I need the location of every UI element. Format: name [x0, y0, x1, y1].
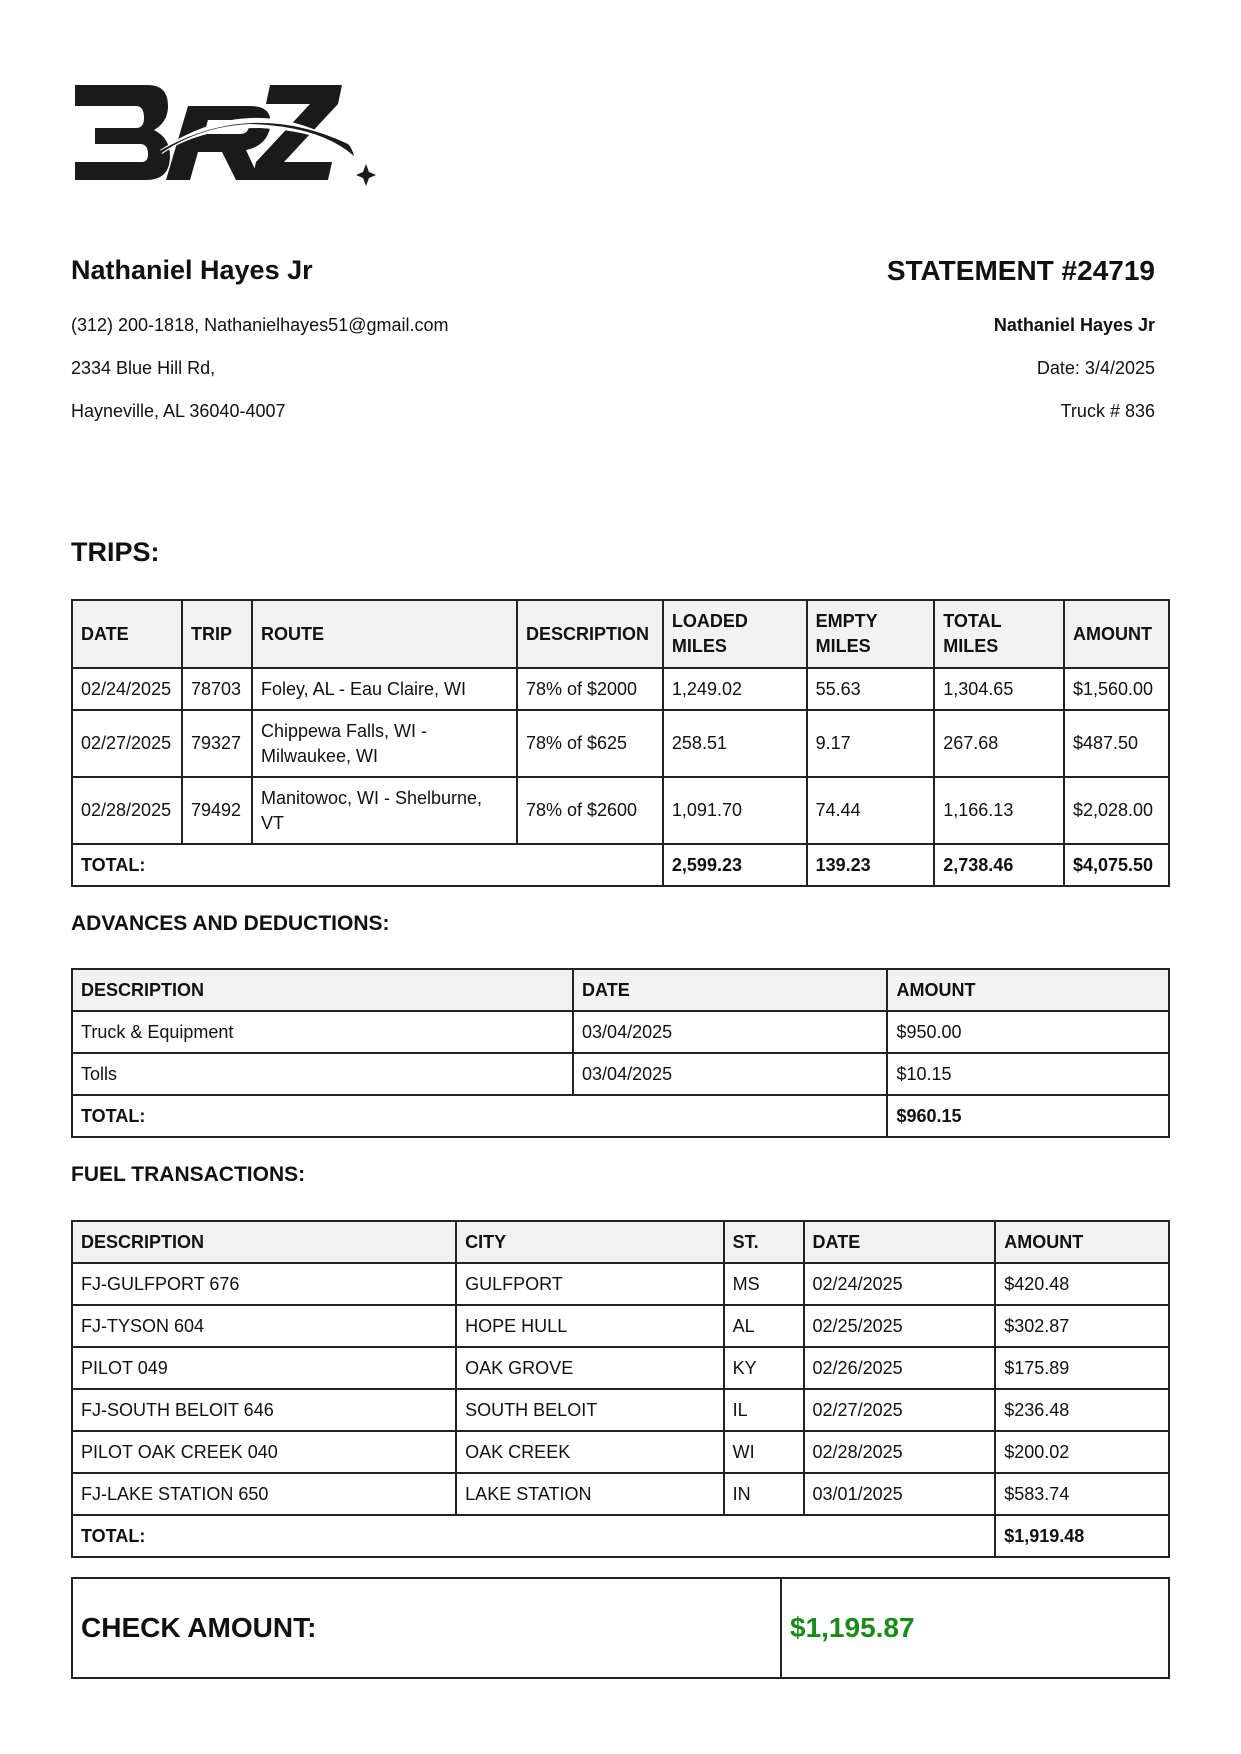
col-description: DESCRIPTION — [72, 1221, 456, 1263]
fuel-date: 02/28/2025 — [804, 1431, 996, 1473]
deduction-date: 03/04/2025 — [573, 1053, 887, 1095]
deductions-total-amount: $960.15 — [887, 1095, 1169, 1137]
trip-loaded: 1,091.70 — [663, 777, 807, 844]
table-row — [72, 1305, 1169, 1347]
col-state: ST. — [724, 1221, 804, 1263]
table-row — [72, 1263, 1169, 1305]
col-empty-miles: EMPTY MILES — [807, 600, 935, 668]
fuel-state: AL — [724, 1305, 804, 1347]
trip-route: Chippewa Falls, WI - Milwaukee, WI — [252, 710, 517, 777]
fuel-city: HOPE HULL — [456, 1305, 723, 1347]
trip-empty: 74.44 — [807, 777, 935, 844]
col-date: DATE — [804, 1221, 996, 1263]
col-trip: TRIP — [182, 600, 252, 668]
col-amount: AMOUNT — [1064, 600, 1169, 668]
trip-loaded: 258.51 — [663, 710, 807, 777]
fuel-date: 02/27/2025 — [804, 1389, 996, 1431]
trip-route: Foley, AL - Eau Claire, WI — [252, 668, 517, 710]
deduction-date: 03/04/2025 — [573, 1011, 887, 1053]
fuel-date: 02/25/2025 — [804, 1305, 996, 1347]
col-total-miles: TOTAL MILES — [934, 600, 1064, 668]
trips-title: TRIPS: — [71, 537, 160, 567]
fuel-date: 02/24/2025 — [804, 1263, 996, 1305]
fuel-title: FUEL TRANSACTIONS: — [71, 1163, 306, 1186]
col-date: DATE — [573, 969, 887, 1011]
table-row — [72, 1389, 1169, 1431]
fuel-city: SOUTH BELOIT — [456, 1389, 723, 1431]
driver-contact: (312) 200-1818, Nathanielhayes51@gmail.com — [71, 315, 449, 335]
col-description: DESCRIPTION — [72, 969, 573, 1011]
fuel-state: IL — [724, 1389, 804, 1431]
trip-date: 02/27/2025 — [72, 710, 182, 777]
fuel-city: GULFPORT — [456, 1263, 723, 1305]
trip-amount: $1,560.00 — [1064, 668, 1169, 710]
fuel-description: FJ-GULFPORT 676 — [72, 1263, 456, 1305]
fuel-header-row — [72, 1221, 1169, 1263]
check-amount-label: CHECK AMOUNT: — [72, 1578, 781, 1678]
table-row — [72, 1347, 1169, 1389]
fuel-total-row — [72, 1515, 1169, 1557]
trip-total: 267.68 — [934, 710, 1064, 777]
fuel-description: FJ-LAKE STATION 650 — [72, 1473, 456, 1515]
table-row — [72, 1473, 1169, 1515]
trip-empty: 9.17 — [807, 710, 935, 777]
trips-total-label: TOTAL: — [72, 844, 663, 886]
deductions-table — [71, 968, 1170, 1138]
deductions-total-row — [72, 1095, 1169, 1137]
check-amount-value: $1,195.87 — [781, 1578, 1169, 1678]
deduction-description: Truck & Equipment — [72, 1011, 573, 1053]
trip-description: 78% of $625 — [517, 710, 663, 777]
trips-total-empty: 139.23 — [807, 844, 935, 886]
fuel-city: OAK CREEK — [456, 1431, 723, 1473]
trip-date: 02/24/2025 — [72, 668, 182, 710]
trips-total-row — [72, 844, 1169, 886]
col-description: DESCRIPTION — [517, 600, 663, 668]
fuel-date: 02/26/2025 — [804, 1347, 996, 1389]
fuel-table — [71, 1220, 1170, 1558]
fuel-description: FJ-SOUTH BELOIT 646 — [72, 1389, 456, 1431]
deduction-amount: $10.15 — [887, 1053, 1169, 1095]
statement-date: Date: 3/4/2025 — [1036, 358, 1155, 378]
fuel-amount: $200.02 — [995, 1431, 1169, 1473]
trip-description: 78% of $2600 — [517, 777, 663, 844]
driver-address-line2: Hayneville, AL 36040-4007 — [71, 401, 286, 421]
trips-total-loaded: 2,599.23 — [663, 844, 807, 886]
trip-description: 78% of $2000 — [517, 668, 663, 710]
driver-address-line1: 2334 Blue Hill Rd, — [71, 358, 216, 378]
brz-logo — [70, 80, 380, 190]
trip-amount: $487.50 — [1064, 710, 1169, 777]
fuel-amount: $302.87 — [995, 1305, 1169, 1347]
trip-number: 79492 — [182, 777, 252, 844]
fuel-amount: $236.48 — [995, 1389, 1169, 1431]
deduction-description: Tolls — [72, 1053, 573, 1095]
statement-truck: Truck # 836 — [1060, 401, 1155, 421]
fuel-amount: $583.74 — [995, 1473, 1169, 1515]
trip-route: Manitowoc, WI - Shelburne, VT — [252, 777, 517, 844]
deductions-header-row — [72, 969, 1169, 1011]
fuel-description: PILOT OAK CREEK 040 — [72, 1431, 456, 1473]
col-amount: AMOUNT — [995, 1221, 1169, 1263]
table-row — [72, 1053, 1169, 1095]
trip-loaded: 1,249.02 — [663, 668, 807, 710]
fuel-amount: $175.89 — [995, 1347, 1169, 1389]
table-row — [72, 1011, 1169, 1053]
statement-name: Nathaniel Hayes Jr — [993, 315, 1155, 335]
table-row — [72, 710, 1169, 777]
deductions-total-label: TOTAL: — [72, 1095, 887, 1137]
trip-amount: $2,028.00 — [1064, 777, 1169, 844]
col-city: CITY — [456, 1221, 723, 1263]
check-amount-box — [71, 1577, 1170, 1679]
col-route: ROUTE — [252, 600, 517, 668]
trip-total: 1,304.65 — [934, 668, 1064, 710]
trip-number: 78703 — [182, 668, 252, 710]
col-amount: AMOUNT — [887, 969, 1169, 1011]
fuel-city: OAK GROVE — [456, 1347, 723, 1389]
statement-title: STATEMENT #24719 — [886, 255, 1155, 286]
trips-table — [71, 599, 1170, 887]
table-row — [72, 777, 1169, 844]
fuel-state: MS — [724, 1263, 804, 1305]
fuel-state: KY — [724, 1347, 804, 1389]
trip-date: 02/28/2025 — [72, 777, 182, 844]
trips-total-amount: $4,075.50 — [1064, 844, 1169, 886]
trips-total-miles: 2,738.46 — [934, 844, 1064, 886]
col-date: DATE — [72, 600, 182, 668]
fuel-total-amount: $1,919.48 — [995, 1515, 1169, 1557]
col-loaded-miles: LOADED MILES — [663, 600, 807, 668]
fuel-state: WI — [724, 1431, 804, 1473]
deductions-title: ADVANCES AND DEDUCTIONS: — [71, 912, 390, 935]
fuel-amount: $420.48 — [995, 1263, 1169, 1305]
fuel-description: PILOT 049 — [72, 1347, 456, 1389]
trip-number: 79327 — [182, 710, 252, 777]
driver-name: Nathaniel Hayes Jr — [71, 255, 313, 285]
table-row — [72, 668, 1169, 710]
deduction-amount: $950.00 — [887, 1011, 1169, 1053]
fuel-city: LAKE STATION — [456, 1473, 723, 1515]
fuel-description: FJ-TYSON 604 — [72, 1305, 456, 1347]
trip-empty: 55.63 — [807, 668, 935, 710]
fuel-date: 03/01/2025 — [804, 1473, 996, 1515]
fuel-total-label: TOTAL: — [72, 1515, 995, 1557]
fuel-state: IN — [724, 1473, 804, 1515]
trips-header-row — [72, 600, 1169, 668]
trip-total: 1,166.13 — [934, 777, 1064, 844]
table-row — [72, 1431, 1169, 1473]
